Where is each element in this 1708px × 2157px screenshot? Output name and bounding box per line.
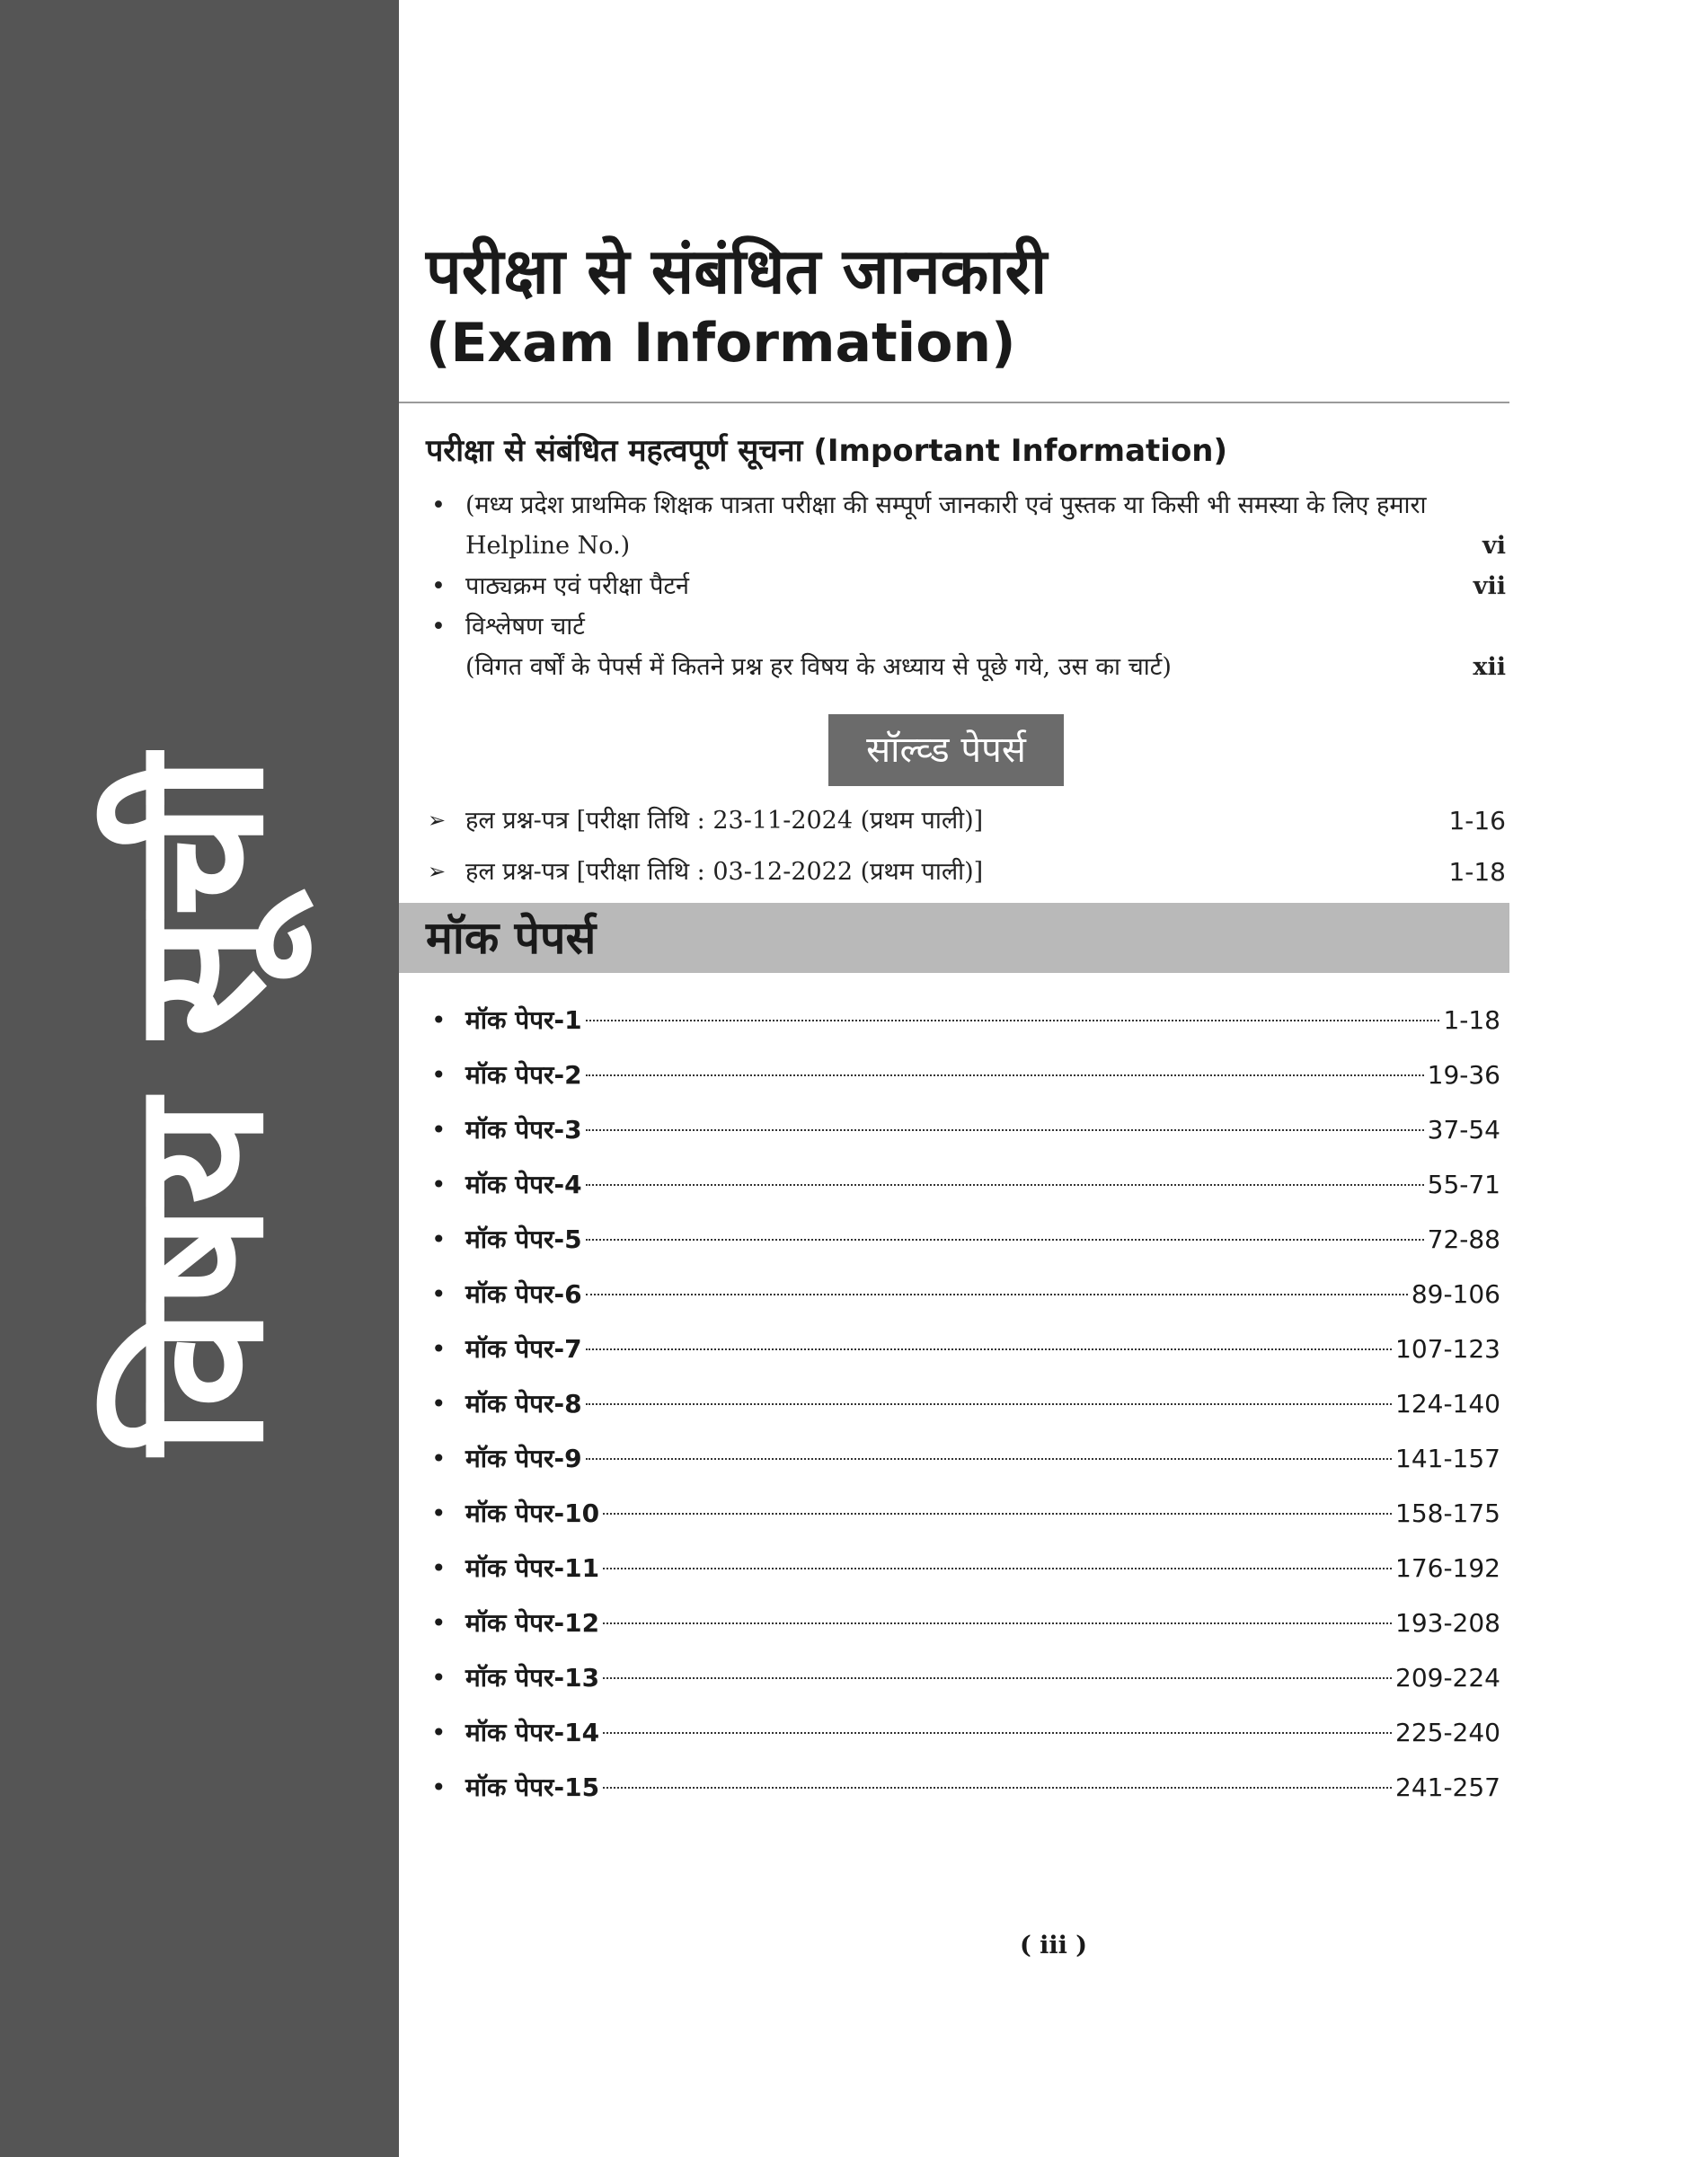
list-item: [426, 566, 1509, 606]
bullet-icon: •: [431, 1389, 447, 1419]
list-item-text: (विगत वर्षों के पेपर्स में कितने प्रश्न हर विषय के अध्याय से पूछे गये, उस का चार्ट): [465, 653, 1172, 681]
page-ref: 55-71: [1427, 1170, 1500, 1199]
bullet-icon: •: [431, 1663, 447, 1693]
dot-leader: [603, 1732, 1392, 1734]
dot-leader: [586, 1239, 1424, 1241]
bullet-icon: •: [431, 1170, 447, 1199]
toc-entry-label: मॉक पेपर-7: [465, 1334, 582, 1364]
toc-entry: [426, 1705, 1500, 1760]
bullet-icon: •: [431, 1060, 447, 1090]
solved-papers-badge: सॉल्व्ड पेपर्स: [828, 714, 1064, 786]
toc-entry: [426, 1212, 1500, 1267]
page-ref: 89-106: [1411, 1279, 1500, 1309]
bullet-icon: •: [431, 1772, 447, 1802]
important-info-heading: परीक्षा से संबंधित महत्वपूर्ण सूचना (Important Information): [426, 433, 1228, 469]
dot-leader: [586, 1403, 1392, 1405]
dot-leader: [586, 1020, 1440, 1021]
dot-leader: [586, 1458, 1392, 1460]
page-ref: 1-18: [1443, 1005, 1500, 1035]
list-item-text: विश्लेषण चार्ट: [465, 613, 585, 641]
page-ref: 19-36: [1427, 1060, 1500, 1090]
toc-entry: [426, 1322, 1500, 1376]
sidebar-title: विषय सूची: [94, 755, 304, 1455]
dot-leader: [603, 1513, 1392, 1515]
sidebar: [0, 0, 399, 2157]
dot-leader: [603, 1677, 1392, 1679]
page-title: परीक्षा से संबंधित जानकारी: [426, 234, 1048, 308]
page-ref: 107-123: [1395, 1334, 1500, 1364]
bullet-icon: •: [431, 491, 446, 519]
toc-entry-label: मॉक पेपर-2: [465, 1060, 582, 1090]
toc-entry: [426, 1486, 1500, 1541]
main-content: [399, 0, 1708, 2157]
list-item-text: (मध्य प्रदेश प्राथमिक शिक्षक पात्रता परीक्षा की सम्पूर्ण जानकारी एवं पुस्तक या किसी भी समस्या के लिए हमारा Helpline No.): [465, 491, 1427, 560]
toc-entry: [426, 1650, 1500, 1705]
bullet-icon: •: [431, 1718, 447, 1747]
toc-entry: [426, 1157, 1500, 1212]
list-item-continuation: [426, 647, 1509, 687]
dot-leader: [603, 1787, 1392, 1789]
bullet-icon: •: [431, 1444, 447, 1473]
toc-entry-label: मॉक पेपर-14: [465, 1718, 600, 1747]
page-ref: 124-140: [1395, 1389, 1500, 1419]
toc-entry: [426, 1760, 1500, 1815]
list-item-text: हल प्रश्न-पत्र [परीक्षा तिथि : 03-12-2022 (प्रथम पाली)]: [465, 858, 984, 886]
page-subtitle: (Exam Information): [426, 312, 1016, 375]
dot-leader: [603, 1622, 1392, 1624]
bullet-icon: •: [431, 1279, 447, 1309]
page-ref: 241-257: [1395, 1772, 1500, 1802]
dot-leader: [586, 1184, 1424, 1186]
arrow-bullet-icon: ➢: [428, 859, 447, 884]
page-ref: 209-224: [1395, 1663, 1500, 1693]
list-item-text: पाठ्यक्रम एवं परीक्षा पैटर्न: [465, 572, 690, 600]
dot-leader: [586, 1074, 1424, 1076]
bullet-icon: •: [431, 1608, 447, 1638]
important-info-list: [426, 485, 1509, 687]
page-number: ( iii ): [1019, 1932, 1088, 1959]
list-item: [426, 606, 1509, 647]
page-ref: 141-157: [1395, 1444, 1500, 1473]
toc-entry-label: मॉक पेपर-3: [465, 1115, 582, 1145]
mock-papers-list: [426, 993, 1500, 1815]
bullet-icon: •: [431, 1224, 447, 1254]
page-ref: 225-240: [1395, 1718, 1500, 1747]
bullet-icon: •: [431, 1334, 447, 1364]
dot-leader: [586, 1129, 1424, 1131]
bullet-icon: •: [431, 1115, 447, 1145]
arrow-bullet-icon: ➢: [428, 808, 447, 833]
page-ref: 193-208: [1395, 1608, 1500, 1638]
toc-entry: [426, 1102, 1500, 1157]
solved-papers-list: [426, 795, 1509, 897]
toc-entry-label: मॉक पेपर-9: [465, 1444, 582, 1473]
toc-entry-label: मॉक पेपर-8: [465, 1389, 582, 1419]
toc-entry-label: मॉक पेपर-1: [465, 1005, 582, 1035]
toc-entry-label: मॉक पेपर-6: [465, 1279, 582, 1309]
list-item: [426, 485, 1509, 566]
toc-entry: [426, 1431, 1500, 1486]
dot-leader: [586, 1294, 1408, 1295]
title-divider: [399, 402, 1509, 403]
mock-papers-band: [399, 903, 1509, 973]
toc-entry: [426, 1541, 1500, 1596]
bullet-icon: •: [431, 572, 446, 600]
toc-entry: [426, 1596, 1500, 1650]
bullet-icon: •: [431, 1553, 447, 1583]
list-item-text: हल प्रश्न-पत्र [परीक्षा तिथि : 23-11-2024 (प्रथम पाली)]: [465, 807, 984, 835]
toc-entry-label: मॉक पेपर-10: [465, 1498, 600, 1528]
dot-leader: [603, 1568, 1392, 1569]
toc-entry-label: मॉक पेपर-13: [465, 1663, 600, 1693]
toc-entry: [426, 1048, 1500, 1102]
toc-entry: [426, 1376, 1500, 1431]
page-ref: 37-54: [1427, 1115, 1500, 1145]
list-item: [426, 795, 1509, 846]
toc-entry: [426, 1267, 1500, 1322]
page-ref: 1-18: [1448, 857, 1506, 887]
toc-entry-label: मॉक पेपर-12: [465, 1608, 600, 1638]
page-ref: vi: [1482, 532, 1506, 560]
bullet-icon: •: [431, 1498, 447, 1528]
page-ref: 158-175: [1395, 1498, 1500, 1528]
mock-papers-heading: मॉक पेपर्स: [426, 912, 597, 964]
page-ref: 72-88: [1427, 1224, 1500, 1254]
page-ref: 176-192: [1395, 1553, 1500, 1583]
list-item: [426, 846, 1509, 897]
toc-entry-label: मॉक पेपर-11: [465, 1553, 600, 1583]
toc-entry-label: मॉक पेपर-4: [465, 1170, 582, 1199]
dot-leader: [586, 1348, 1392, 1350]
page-ref: xii: [1473, 653, 1506, 681]
page-ref: vii: [1473, 572, 1506, 600]
toc-entry-label: मॉक पेपर-5: [465, 1224, 582, 1254]
toc-entry-label: मॉक पेपर-15: [465, 1772, 600, 1802]
bullet-icon: •: [431, 1005, 447, 1035]
bullet-icon: •: [431, 613, 446, 641]
page-ref: 1-16: [1448, 806, 1506, 835]
toc-entry: [426, 993, 1500, 1048]
